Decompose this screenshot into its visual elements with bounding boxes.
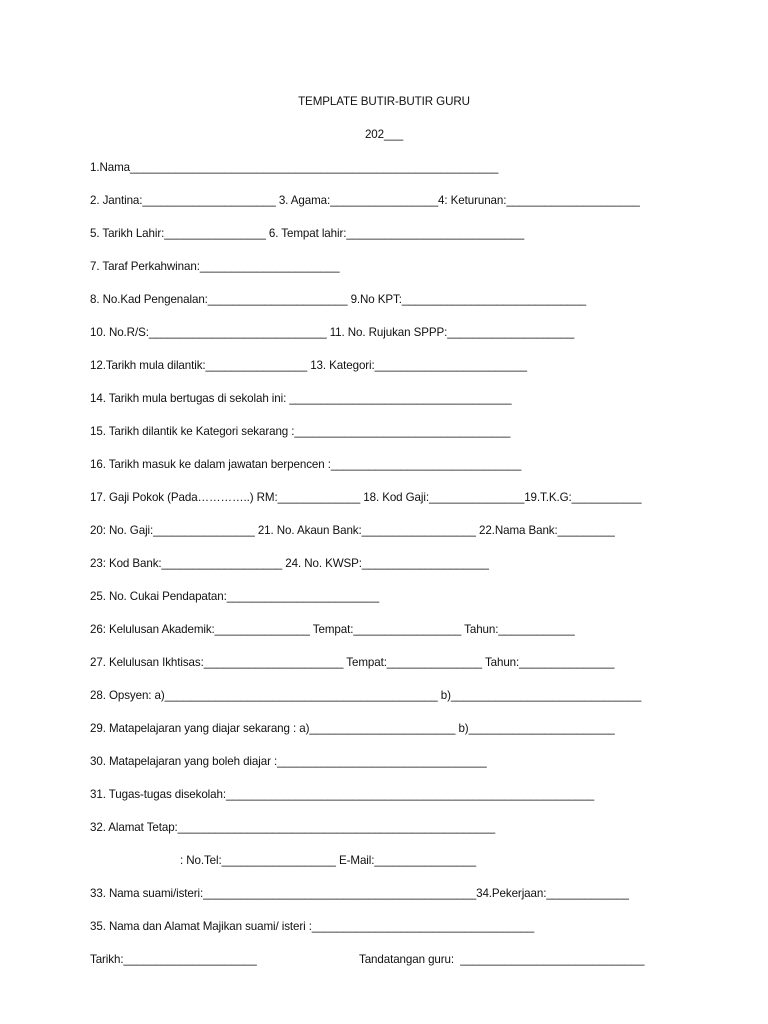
field-line-14-mula-bertugas: 14. Tarikh mula bertugas di sekolah ini: ___________________________________ — [90, 392, 512, 405]
field-line-8-9-kad-pengenalan-kpt: 8. No.Kad Pengenalan:______________________ 9.No KPT:_____________________________ — [90, 293, 586, 306]
field-line-contact-tel-email: : No.Tel:__________________ E-Mail:________________ — [180, 854, 476, 867]
field-line-31-tugas-disekolah: 31. Tugas-tugas disekolah:__________________________________________________________ — [90, 788, 595, 801]
document-title: TEMPLATE BUTIR-BUTIR GURU — [298, 95, 470, 108]
field-line-35-majikan-suami-isteri: 35. Nama dan Alamat Majikan suami/ isteri :___________________________________ — [90, 920, 535, 933]
field-line-15-dilantik-kategori-sekarang: 15. Tarikh dilantik ke Kategori sekarang :__________________________________ — [90, 425, 511, 438]
field-line-28-opsyen: 28. Opsyen: a)___________________________________________ b)______________________________ — [90, 689, 642, 702]
field-line-5-6-tarikh-tempat-lahir: 5. Tarikh Lahir:________________ 6. Tempat lahir:____________________________ — [90, 227, 525, 240]
footer-date-line: Tarikh:_____________________ — [90, 953, 257, 966]
field-line-2-4-jantina-agama-keturunan: 2. Jantina:_____________________ 3. Agama:_________________4: Keturunan:_____________________ — [90, 194, 640, 207]
field-line-16-jawatan-berpencen: 16. Tarikh masuk ke dalam jawatan berpencen :______________________________ — [90, 458, 522, 471]
field-line-25-cukai-pendapatan: 25. No. Cukai Pendapatan:________________________ — [90, 590, 380, 603]
field-line-1-nama: 1.Nama__________________________________________________________ — [90, 161, 499, 174]
field-line-17-19-gaji-pokok-kod-tkg: 17. Gaji Pokok (Pada…………..) RM:_____________ 18. Kod Gaji:_______________19.T.K.G:___________ — [90, 491, 642, 504]
field-line-32-alamat-tetap: 32. Alamat Tetap:__________________________________________________ — [90, 821, 496, 834]
field-line-33-34-suami-isteri-pekerjaan: 33. Nama suami/isteri:___________________________________________34.Pekerjaan:_____________ — [90, 887, 629, 900]
document-year: 202___ — [364, 128, 404, 141]
field-line-27-kelulusan-ikhtisas: 27. Kelulusan Ikhtisas:______________________ Tempat:_______________ Tahun:_______________ — [90, 656, 615, 669]
field-line-30-matapelajaran-boleh-diajar: 30. Matapelajaran yang boleh diajar :_________________________________ — [90, 755, 487, 768]
field-line-7-taraf-perkahwinan: 7. Taraf Perkahwinan:______________________ — [90, 260, 340, 273]
field-line-29-matapelajaran-diajar: 29. Matapelajaran yang diajar sekarang : a)_______________________ b)_______________________ — [90, 722, 615, 735]
field-line-26-kelulusan-akademik: 26: Kelulusan Akademik:_______________ Tempat:_________________ Tahun:____________ — [90, 623, 575, 636]
field-line-12-13-tarikh-dilantik-kategori: 12.Tarikh mula dilantik:________________ 13. Kategori:________________________ — [90, 359, 528, 372]
field-line-20-22-gaji-akaun-bank: 20: No. Gaji:________________ 21. No. Akaun Bank:__________________ 22.Nama Bank:_________ — [90, 524, 615, 537]
footer-signature-line: Tandatangan guru: _____________________________ — [359, 953, 645, 966]
field-line-23-24-kod-bank-kwsp: 23: Kod Bank:___________________ 24. No. KWSP:____________________ — [90, 557, 489, 570]
field-line-10-11-rs-rujukan-sppp: 10. No.R/S:____________________________ 11. No. Rujukan SPPP:____________________ — [90, 326, 575, 339]
